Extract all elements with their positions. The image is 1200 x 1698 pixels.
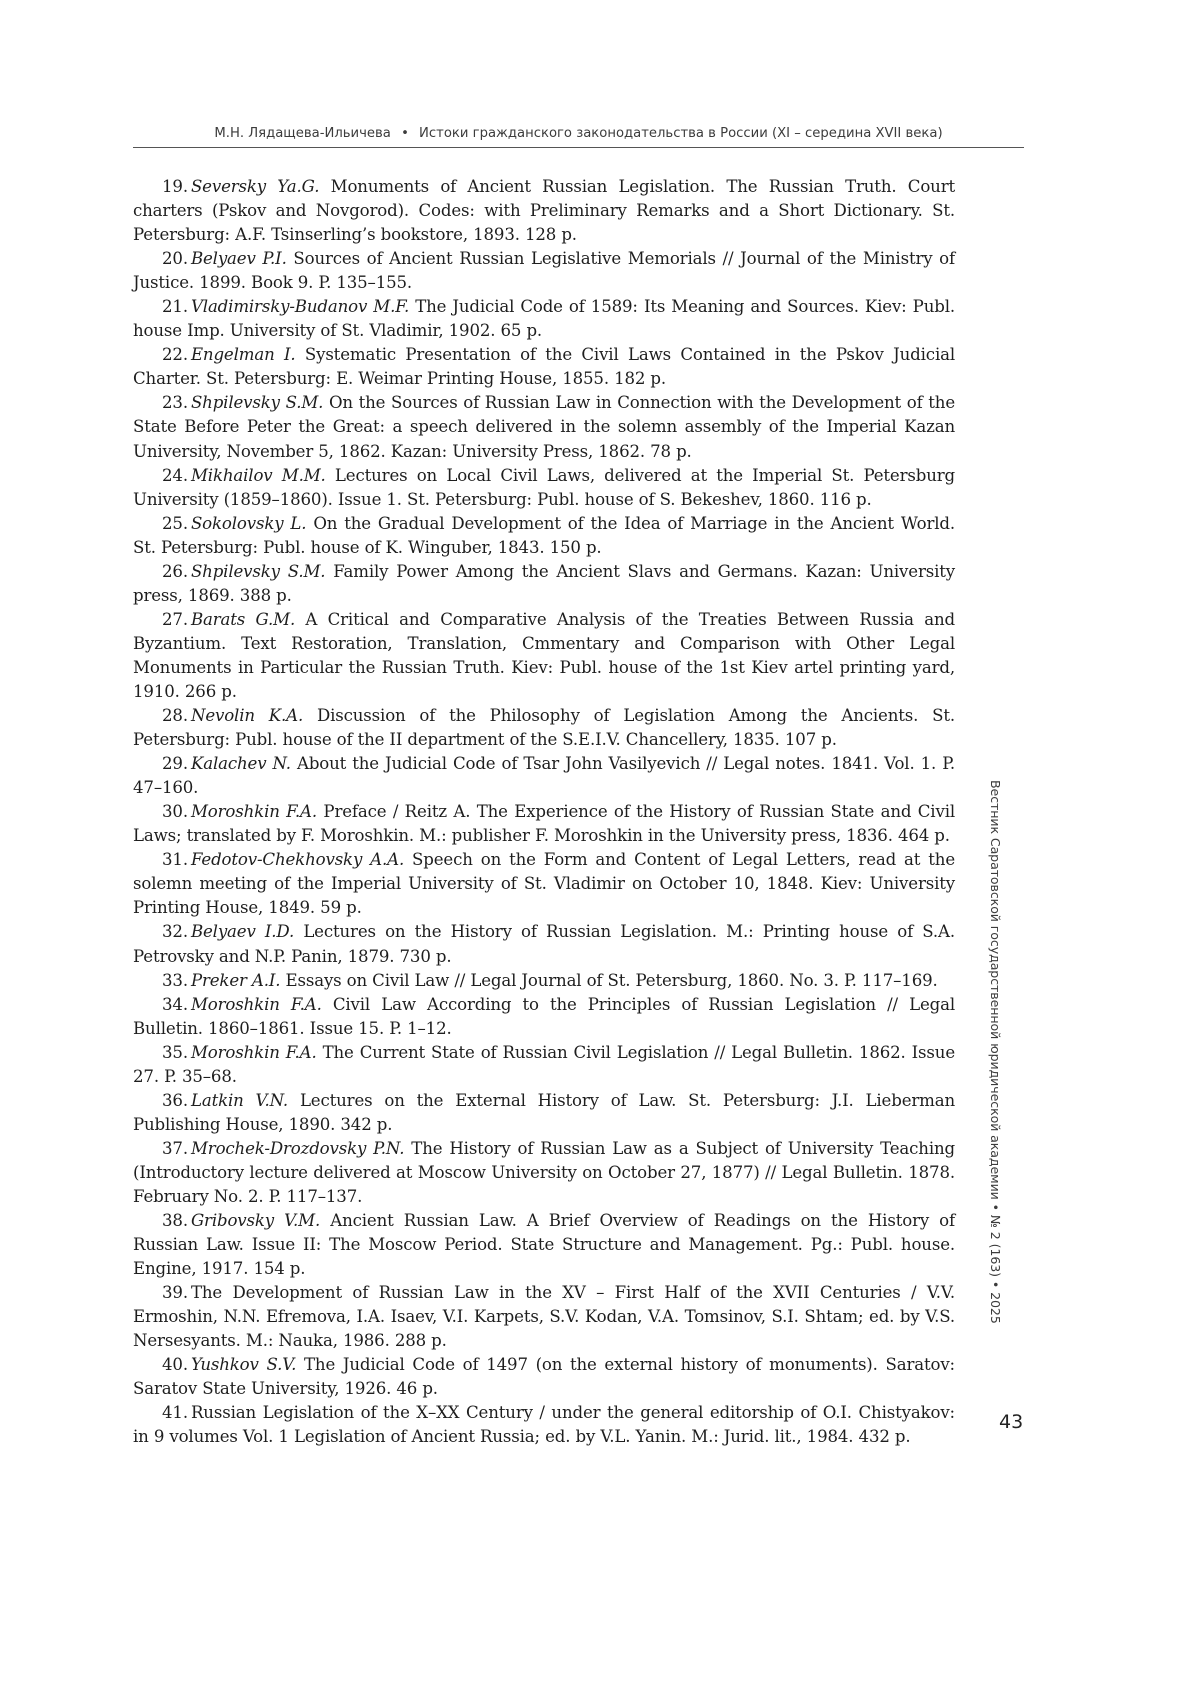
reference-number: 25.	[162, 514, 188, 533]
reference-item	[133, 969, 955, 993]
reference-text: The Judicial Code of 1497 (on the external history of monuments). Saratov: Saratov State University, 1926. 46 p.	[133, 1355, 955, 1398]
reference-number: 26.	[162, 562, 188, 581]
reference-item	[133, 608, 955, 704]
reference-author: Latkin V.N.	[191, 1091, 288, 1110]
reference-item	[133, 175, 955, 247]
reference-author: Nevolin K.A.	[191, 706, 303, 725]
reference-item	[133, 391, 955, 463]
reference-text: Lectures on the History of Russian Legislation. M.: Printing house of S.A. Petrovsky and N.P. Panin, 1879. 730 p.	[133, 922, 955, 965]
reference-item	[133, 1401, 955, 1449]
reference-number: 38.	[162, 1211, 188, 1230]
reference-text: Monuments of Ancient Russian Legislation. The Russian Truth. Court charters (Pskov and Novgorod). Codes: with Preliminary Remarks and a Short Dictionary. St. Petersburg: A.F. Tsinserling’s bookstore, 1893. 128 p.	[133, 177, 955, 244]
reference-item	[133, 1209, 955, 1281]
reference-author: Yushkov S.V.	[191, 1355, 296, 1374]
running-header	[133, 122, 1024, 146]
reference-number: 24.	[162, 466, 188, 485]
reference-text: A Critical and Comparative Analysis of the Treaties Between Russia and Byzantium. Text Restoration, Translation, Cmmentary and Comparison with Other Legal Monuments in Particular the Russian Truth. Kiev: Publ. house of the 1st Kiev artel printing yard, 1910. 266 p.	[133, 610, 955, 701]
reference-item	[133, 752, 955, 800]
reference-text: Russian Legislation of the X–XX Century / under the general editorship of O.I. Chistyakov: in 9 volumes Vol. 1 Legislation of Ancient Russia; ed. by V.L. Yanin. M.: Jurid. lit., 1984. 432 p.	[133, 1403, 955, 1446]
reference-author: Preker A.I.	[191, 971, 280, 990]
reference-text: Speech on the Form and Content of Legal Letters, read at the solemn meeting of the Imperial University of St. Vladimir on October 10, 1848. Kiev: University Printing House, 1849. 59 p.	[133, 850, 955, 917]
reference-author: Shpilevsky S.M.	[191, 562, 325, 581]
reference-author: Fedotov-Chekhovsky A.A.	[191, 850, 404, 869]
reference-number: 40.	[162, 1355, 188, 1374]
reference-number: 32.	[162, 922, 188, 941]
reference-number: 19.	[162, 177, 188, 196]
reference-number: 35.	[162, 1043, 188, 1062]
reference-item	[133, 343, 955, 391]
reference-author: Moroshkin F.A.	[191, 802, 317, 821]
reference-number: 41.	[162, 1403, 188, 1422]
reference-text: About the Judicial Code of Tsar John Vasilyevich // Legal notes. 1841. Vol. 1. P. 47–160.	[133, 754, 955, 797]
reference-number: 22.	[162, 345, 188, 364]
reference-text: The History of Russian Law as a Subject of University Teaching (Introductory lecture delivered at Moscow University on October 27, 1877) // Legal Bulletin. 1878. February No. 2. P. 117–137.	[133, 1139, 955, 1206]
reference-item	[133, 1089, 955, 1137]
header-separator: •	[401, 126, 409, 141]
reference-text: On the Sources of Russian Law in Connection with the Development of the State Before Peter the Great: a speech delivered in the solemn assembly of the Imperial Kazan University, November 5, 1862. Kazan: University Press, 1862. 78 p.	[133, 393, 955, 460]
reference-number: 30.	[162, 802, 188, 821]
reference-item	[133, 247, 955, 295]
reference-list	[133, 175, 955, 1449]
reference-text: Sources of Ancient Russian Legislative Memorials // Journal of the Ministry of Justice. 1899. Book 9. P. 135–155.	[133, 249, 955, 292]
reference-number: 37.	[162, 1139, 188, 1158]
reference-author: Seversky Ya.G.	[191, 177, 319, 196]
reference-item	[133, 1353, 955, 1401]
reference-text: The Judicial Code of 1589: Its Meaning and Sources. Kiev: Publ. house Imp. University of St. Vladimir, 1902. 65 p.	[133, 297, 955, 340]
header-title: Истоки гражданского законодательства в России (XI – середина XVII века)	[419, 126, 943, 141]
reference-item	[133, 560, 955, 608]
reference-item	[133, 1041, 955, 1089]
reference-text: Civil Law According to the Principles of Russian Legislation // Legal Bulletin. 1860–1861. Issue 15. P. 1–12.	[133, 995, 955, 1038]
reference-author: Shpilevsky S.M.	[191, 393, 323, 412]
reference-text: The Development of Russian Law in the XV – First Half of the XVII Centuries / V.V. Ermoshin, N.N. Efremova, I.A. Isaev, V.I. Karpets, S.V. Kodan, V.A. Tomsinov, S.I. Shtam; ed. by V.S. Nersesyants. M.: Nauka, 1986. 288 p.	[133, 1283, 955, 1350]
reference-item	[133, 1137, 955, 1209]
reference-number: 27.	[162, 610, 188, 629]
reference-item	[133, 295, 955, 343]
reference-item	[133, 464, 955, 512]
side-journal-text: Вестник Саратовской государственной юридической академии • № 2 (163) • 2025	[988, 780, 1003, 1324]
reference-author: Belyaev I.D.	[191, 922, 294, 941]
reference-text: Systematic Presentation of the Civil Laws Contained in the Pskov Judicial Charter. St. Petersburg: E. Weimar Printing House, 1855. 182 p.	[133, 345, 955, 388]
reference-number: 29.	[162, 754, 188, 773]
reference-number: 34.	[162, 995, 188, 1014]
reference-number: 39.	[162, 1283, 188, 1302]
reference-text: On the Gradual Development of the Idea of Marriage in the Ancient World. St. Petersburg: Publ. house of K. Winguber, 1843. 150 p.	[133, 514, 955, 557]
reference-number: 20.	[162, 249, 188, 268]
reference-author: Moroshkin F.A.	[191, 1043, 317, 1062]
header-author: М.Н. Лядащева-Ильичева	[214, 126, 390, 141]
page-number: 43	[999, 1411, 1039, 1433]
reference-text: Lectures on Local Civil Laws, delivered at the Imperial St. Petersburg University (1859–1860). Issue 1. St. Petersburg: Publ. house of S. Bekeshev, 1860. 116 p.	[133, 466, 955, 509]
reference-text: The Current State of Russian Civil Legislation // Legal Bulletin. 1862. Issue 27. P. 35–68.	[133, 1043, 955, 1086]
reference-author: Mikhailov M.M.	[191, 466, 326, 485]
reference-author: Gribovsky V.M.	[191, 1211, 320, 1230]
reference-item	[133, 512, 955, 560]
reference-number: 31.	[162, 850, 188, 869]
reference-text: Family Power Among the Ancient Slavs and Germans. Kazan: University press, 1869. 388 p.	[133, 562, 955, 605]
reference-author: Sokolovsky L.	[191, 514, 306, 533]
reference-text: Lectures on the External History of Law. St. Petersburg: J.I. Lieberman Publishing House, 1890. 342 p.	[133, 1091, 955, 1134]
reference-number: 36.	[162, 1091, 188, 1110]
reference-text: Ancient Russian Law. A Brief Overview of Readings on the History of Russian Law. Issue II: The Moscow Period. State Structure and Management. Pg.: Publ. house. Engine, 1917. 154 p.	[133, 1211, 955, 1278]
reference-item	[133, 704, 955, 752]
reference-author: Barats G.M.	[191, 610, 295, 629]
header-divider	[133, 147, 1024, 148]
reference-number: 33.	[162, 971, 188, 990]
reference-author: Engelman I.	[191, 345, 296, 364]
reference-author: Moroshkin F.A.	[191, 995, 322, 1014]
reference-number: 28.	[162, 706, 188, 725]
reference-author: Kalachev N.	[191, 754, 291, 773]
reference-item	[133, 993, 955, 1041]
reference-item	[133, 920, 955, 968]
reference-author: Belyaev P.I.	[191, 249, 287, 268]
reference-number: 21.	[162, 297, 188, 316]
reference-text: Essays on Civil Law // Legal Journal of St. Petersburg, 1860. No. 3. P. 117–169.	[280, 971, 937, 990]
reference-text: Discussion of the Philosophy of Legislation Among the Ancients. St. Petersburg: Publ. house of the II department of the S.E.I.V. Chancellery, 1835. 107 p.	[133, 706, 955, 749]
reference-item	[133, 848, 955, 920]
reference-author: Vladimirsky-Budanov M.F.	[191, 297, 409, 316]
reference-item	[133, 1281, 955, 1353]
reference-text: Preface / Reitz A. The Experience of the History of Russian State and Civil Laws; translated by F. Moroshkin. M.: publisher F. Moroshkin in the University press, 1836. 464 p.	[133, 802, 955, 845]
reference-item	[133, 800, 955, 848]
reference-number: 23.	[162, 393, 188, 412]
reference-author: Mrochek-Drozdovsky P.N.	[191, 1139, 404, 1158]
